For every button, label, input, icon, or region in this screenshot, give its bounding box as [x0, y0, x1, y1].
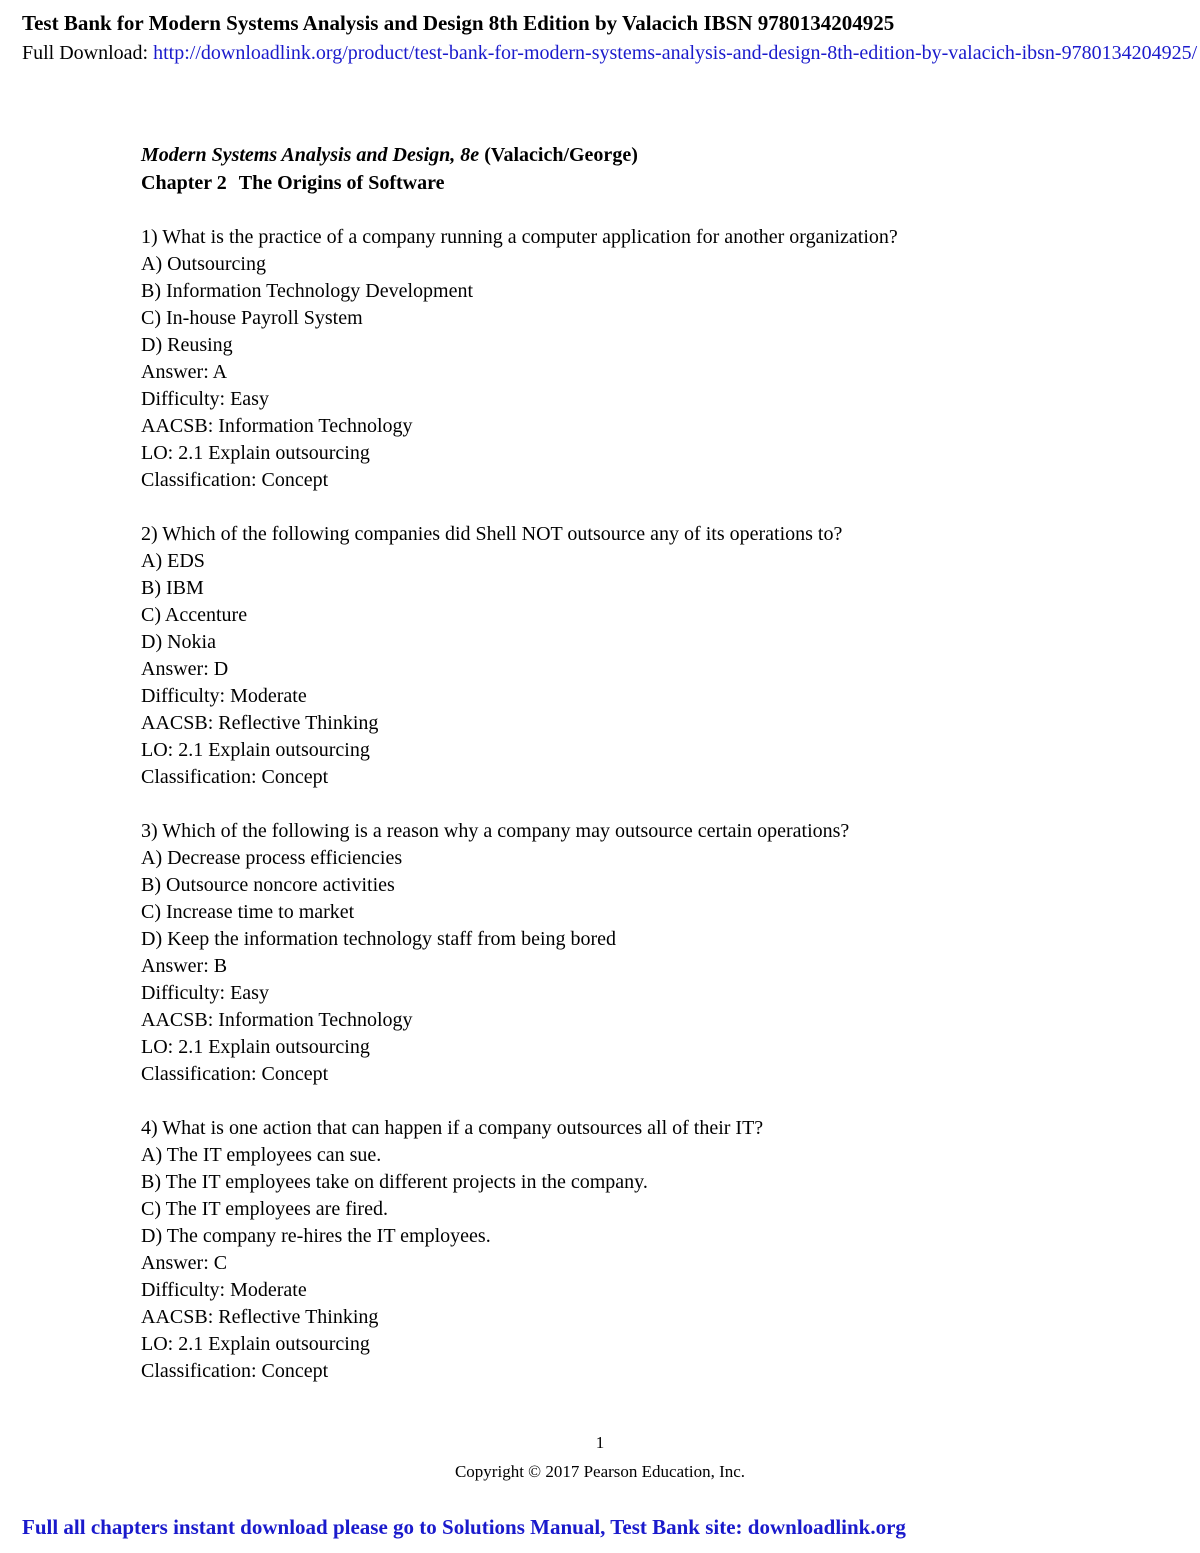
option-c: C) Increase time to market	[141, 901, 355, 923]
download-label: Full Download:	[22, 42, 154, 64]
aacsb: AACSB: Reflective Thinking	[141, 712, 379, 734]
option-a: A) The IT employees can sue.	[141, 1144, 382, 1166]
learning-objective: LO: 2.1 Explain outsourcing	[141, 1333, 370, 1355]
classification: Classification: Concept	[141, 766, 329, 788]
option-b: B) Information Technology Development	[141, 280, 474, 302]
question-text: 4) What is one action that can happen if a company outsources all of their IT?	[141, 1117, 764, 1139]
download-line	[22, 38, 1200, 68]
header-title: Test Bank for Modern Systems Analysis and Design 8th Edition by Valacich IBSN 9780134204925	[22, 11, 895, 35]
option-b: B) Outsource noncore activities	[141, 874, 395, 896]
answer: Answer: C	[141, 1252, 228, 1274]
question-block	[141, 1115, 1141, 1385]
book-authors: (Valacich/George)	[479, 144, 638, 166]
question-block	[141, 818, 1141, 1088]
aacsb: AACSB: Reflective Thinking	[141, 1306, 379, 1328]
document-header	[22, 8, 1200, 68]
difficulty: Difficulty: Easy	[141, 982, 269, 1004]
chapter-title: The Origins of Software	[238, 172, 445, 194]
classification: Classification: Concept	[141, 469, 329, 491]
aacsb: AACSB: Information Technology	[141, 1009, 413, 1031]
book-title	[141, 141, 1141, 169]
option-b: B) IBM	[141, 577, 204, 599]
question-text: 1) What is the practice of a company running a computer application for another organization?	[141, 226, 898, 248]
option-c: C) The IT employees are fired.	[141, 1198, 388, 1220]
aacsb: AACSB: Information Technology	[141, 415, 413, 437]
question-text: 3) Which of the following is a reason why a company may outsource certain operations?	[141, 820, 850, 842]
difficulty: Difficulty: Moderate	[141, 1279, 307, 1301]
download-link[interactable]: http://downloadlink.org/product/test-bank-for-modern-systems-analysis-and-design-8th-edition-by-valacich-ibsn-9780134204925/	[153, 42, 1198, 64]
answer: Answer: D	[141, 658, 229, 680]
chapter-heading	[141, 169, 1141, 197]
classification: Classification: Concept	[141, 1063, 329, 1085]
difficulty: Difficulty: Moderate	[141, 685, 307, 707]
answer: Answer: A	[141, 361, 228, 383]
download-banner[interactable]: Full all chapters instant download please go to Solutions Manual, Test Bank site: downloadlink.org	[22, 1515, 906, 1539]
question-text: 2) Which of the following companies did Shell NOT outsource any of its operations to?	[141, 523, 843, 545]
classification: Classification: Concept	[141, 1360, 329, 1382]
chapter-label: Chapter 2	[141, 172, 227, 194]
option-a: A) Outsourcing	[141, 253, 266, 275]
learning-objective: LO: 2.1 Explain outsourcing	[141, 1036, 370, 1058]
option-a: A) Decrease process efficiencies	[141, 847, 403, 869]
option-a: A) EDS	[141, 550, 205, 572]
option-d: D) Nokia	[141, 631, 216, 653]
difficulty: Difficulty: Easy	[141, 388, 269, 410]
learning-objective: LO: 2.1 Explain outsourcing	[141, 739, 370, 761]
question-block	[141, 521, 1141, 791]
option-d: D) Reusing	[141, 334, 233, 356]
option-c: C) In-house Payroll System	[141, 307, 363, 329]
learning-objective: LO: 2.1 Explain outsourcing	[141, 442, 370, 464]
option-d: D) Keep the information technology staff from being bored	[141, 928, 617, 950]
option-b: B) The IT employees take on different projects in the company.	[141, 1171, 648, 1193]
page-number: 1	[595, 1433, 605, 1452]
page-content	[141, 141, 1141, 1385]
book-title-italic: Modern Systems Analysis and Design, 8e	[141, 144, 480, 166]
question-block	[141, 224, 1141, 494]
option-d: D) The company re-hires the IT employees.	[141, 1225, 491, 1247]
copyright-notice: Copyright © 2017 Pearson Education, Inc.	[454, 1462, 746, 1481]
option-c: C) Accenture	[141, 604, 248, 626]
answer: Answer: B	[141, 955, 228, 977]
